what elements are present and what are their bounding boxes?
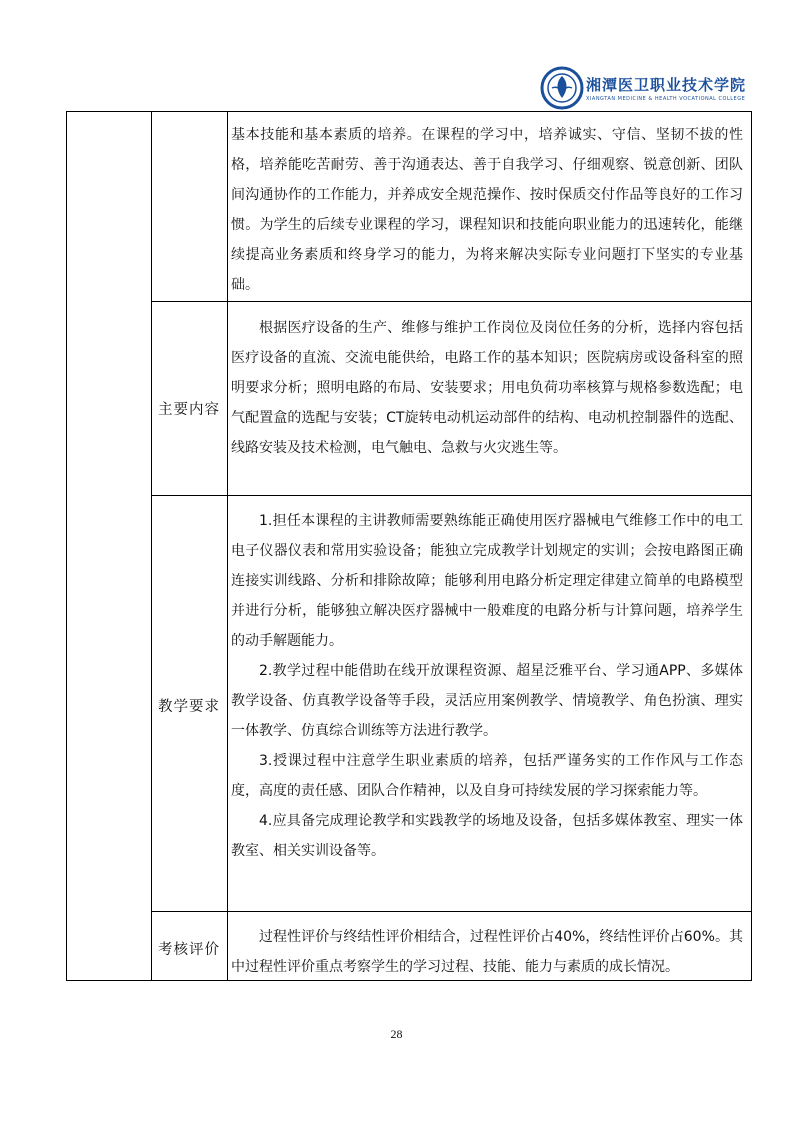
main-content-label: 主要内容 <box>158 402 220 418</box>
assessment-paragraph: 过程性评价与终结性评价相结合，过程性评价占40%，终结性评价占60%。其中过程性评价重点考察学生的学习过程、技能、能力与素质的成长情况。 <box>231 929 743 975</box>
assessment-label: 考核评价 <box>158 942 220 958</box>
row-divider <box>151 911 751 912</box>
course-table <box>66 111 752 981</box>
school-name-english: XIANGTAN MEDICINE & HEALTH VOCATIONAL COLLEGE <box>586 96 746 102</box>
teaching-req-item-4: 4.应具备完成理论教学和实践教学的场地及设备，包括多媒体教室、理实一体教室、相关实训设备等。 <box>231 813 743 859</box>
teaching-req-item-2: 2.教学过程中能借助在线开放课程资源、超星泛雅平台、学习通APP、多媒体教学设备、仿真教学设备等手段，灵活应用案例教学、情境教学、角色扮演、理实一体教学、仿真综合训练等方法进行教学。 <box>231 663 743 739</box>
continuation-text: 基本技能和基本素质的培养。在课程的学习中，培养诚实、守信、坚韧不拔的性格，培养能吃苦耐劳、善于沟通表达、善于自我学习、仔细观察、锐意创新、团队间沟通协作的工作能力，并养成安全规范操作、按时保质交付作品等良好的工作习惯。为学生的后续专业课程的学习，课程知识和技能向职业能力的迅速转化，能继续提高业务素质和终身学习的能力，为将来解决实际专业问题打下坚实的专业基础。 <box>231 127 743 293</box>
row-divider <box>151 301 751 302</box>
college-emblem-icon <box>540 66 584 110</box>
page-number: 28 <box>390 1027 403 1041</box>
assessment-text <box>231 922 743 982</box>
teaching-requirements-text <box>231 506 743 866</box>
column-divider <box>227 112 228 980</box>
teaching-req-item-3: 3.授课过程中注意学生职业素质的培养，包括严谨务实的工作作风与工作态度，高度的责任感、团队合作精神，以及自身可持续发展的学习探索能力等。 <box>231 753 743 799</box>
teaching-requirements-label: 教学要求 <box>158 699 220 715</box>
teaching-req-item-1: 1.担任本课程的主讲教师需要熟练能正确使用医疗器械电气维修工作中的电工电子仪器仪表和常用实验设备；能独立完成教学计划规定的实训；会按电路图正确连接实训线路、分析和排除故障；能够利用电路分析定理定律建立简单的电路模型并进行分析，能够独立解决医疗器械中一般难度的电路分析与计算问题，培养学生的动手解题能力。 <box>231 513 743 649</box>
college-logo <box>540 66 747 112</box>
column-divider <box>151 112 152 980</box>
main-content-text <box>231 313 743 463</box>
row-divider <box>151 495 751 496</box>
main-content-paragraph: 根据医疗设备的生产、维修与维护工作岗位及岗位任务的分析，选择内容包括医疗设备的直流、交流电能供给，电路工作的基本知识；医院病房或设备科室的照明要求分析；照明电路的布局、安装要求；用电负荷功率核算与规格参数选配；电气配置盒的选配与安装；CT旋转电动机运动部件的结构、电动机控制器件的选配、线路安装及技术检测，电气触电、急救与火灾逃生等。 <box>231 320 743 456</box>
school-name: 湘潭医卫职业技术学院 <box>586 76 747 94</box>
